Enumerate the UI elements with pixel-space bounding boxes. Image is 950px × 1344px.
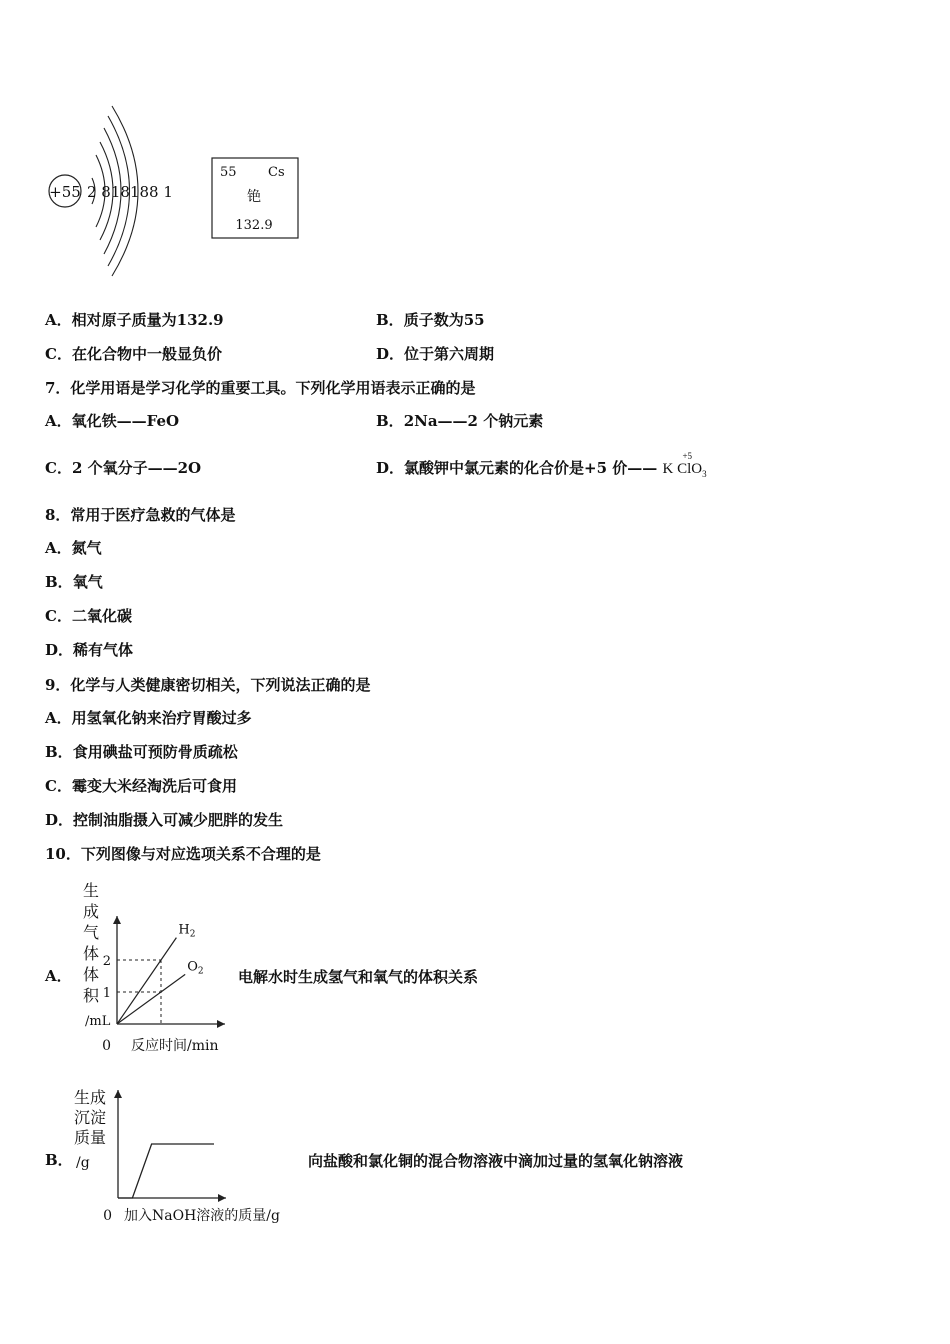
chart-a-legend-sub: 2: [197, 966, 204, 977]
kclo3-formula: K +5 ClO$_3$: [662, 459, 706, 484]
chart-b-precipitate-line: [118, 1144, 214, 1198]
q7-option-c: C．2 个氧分子——2O: [45, 459, 202, 477]
q8-stem: 8．常用于医疗急救的气体是: [45, 506, 236, 524]
chart-a-ylabel-char: 成: [82, 902, 100, 921]
element-symbol: Cs: [268, 165, 285, 180]
chart-a-legend-h: $H_2$: [178, 922, 196, 940]
chart-a-ylabel-char: 体: [82, 965, 100, 984]
chart-b-y-arrow: [114, 1090, 122, 1098]
q6-option-c: C．在化合物中一般显负价: [45, 345, 222, 363]
chart-b-origin: 0: [103, 1208, 112, 1224]
chart-b-ylabel-line: 质量: [74, 1128, 107, 1147]
shell-electron-counts: 2 818188 1: [87, 183, 173, 201]
q8-option-b: B．氧气: [45, 573, 103, 591]
q10-option-b-letter: B．: [45, 1151, 73, 1169]
chart-a-origin: 0: [102, 1038, 111, 1054]
chlorine-charge: +5: [682, 451, 693, 461]
atomic-mass: 132.9: [235, 218, 273, 233]
chart-a-y-arrow: [113, 916, 121, 924]
chart-a-ytick-label: 1: [102, 986, 111, 1001]
atom-structure-figure: [40, 100, 190, 280]
chart-a-x-arrow: [217, 1020, 225, 1028]
chart-a-legend-sub: 2: [189, 929, 196, 940]
chart-b-yunit: /g: [76, 1155, 90, 1171]
chart-a-ylabel-char: 生: [82, 881, 100, 900]
chart-a-xlabel: 反应时间/min: [131, 1038, 219, 1054]
chart-b-precipitate: [70, 1085, 310, 1235]
q6-option-b: B．质子数为55: [376, 311, 485, 329]
element-name: 铯: [247, 189, 261, 205]
chart-a-ylabel-char: 气: [82, 923, 100, 942]
chart-b-xlabel: 加入NaOH溶液的质量/g: [124, 1208, 280, 1224]
chart-a-ylabel-char: 积: [82, 986, 100, 1005]
q10-option-a-desc: 电解水时生成氢气和氧气的体积关系: [238, 968, 479, 986]
q7-option-b: B．2Na——2 个钠元素: [376, 412, 544, 430]
chart-a-yunit: /mL: [85, 1014, 111, 1029]
chart-a-ytick-label: 2: [102, 954, 111, 969]
q6-option-d: D．位于第六周期: [376, 345, 495, 363]
chart-b-ylabel-line: 生成: [74, 1088, 107, 1107]
q6-option-a: A．相对原子质量为132.9: [45, 311, 224, 329]
chart-a-legend-o: $O_2$: [187, 959, 204, 977]
q7-option-d: D．氯酸钾中氯元素的化合价是+5 价—— K +5 ClO$_3$: [376, 458, 707, 484]
atomic-number: 55: [220, 165, 237, 180]
chart-b-ylabel-line: 沉淀: [74, 1108, 107, 1127]
q9-option-b: B．食用碘盐可预防骨质疏松: [45, 743, 238, 761]
q10-stem: 10．下列图像与对应选项关系不合理的是: [45, 845, 321, 863]
q9-option-c: C．霉变大米经淘洗后可食用: [45, 777, 237, 795]
q9-option-d: D．控制油脂摄入可减少肥胖的发生: [45, 811, 284, 829]
q10-option-b-desc: 向盐酸和氯化铜的混合物溶液中滴加过量的氢氧化钠溶液: [308, 1152, 684, 1170]
element-card: [210, 156, 302, 242]
chart-b-x-arrow: [218, 1194, 226, 1202]
q8-option-c: C．二氧化碳: [45, 607, 132, 625]
q10-option-a-letter: A．: [45, 967, 72, 985]
chart-a-line-h: [117, 938, 176, 1024]
q9-stem: 9．化学与人类健康密切相关，下列说法正确的是: [45, 676, 371, 694]
q9-option-a: A．用氢氧化钠来治疗胃酸过多: [45, 709, 252, 727]
chart-a-line-o: [117, 974, 185, 1024]
nucleus-charge: +55: [49, 183, 81, 201]
q7-stem: 7．化学用语是学习化学的重要工具。下列化学用语表示正确的是: [45, 379, 476, 397]
q8-option-a: A．氮气: [45, 539, 102, 557]
q8-option-d: D．稀有气体: [45, 641, 134, 659]
chart-a-gas-volume: [75, 878, 245, 1058]
q7-option-a: A．氧化铁——FeO: [45, 412, 180, 430]
chart-a-ylabel-char: 体: [82, 944, 100, 963]
